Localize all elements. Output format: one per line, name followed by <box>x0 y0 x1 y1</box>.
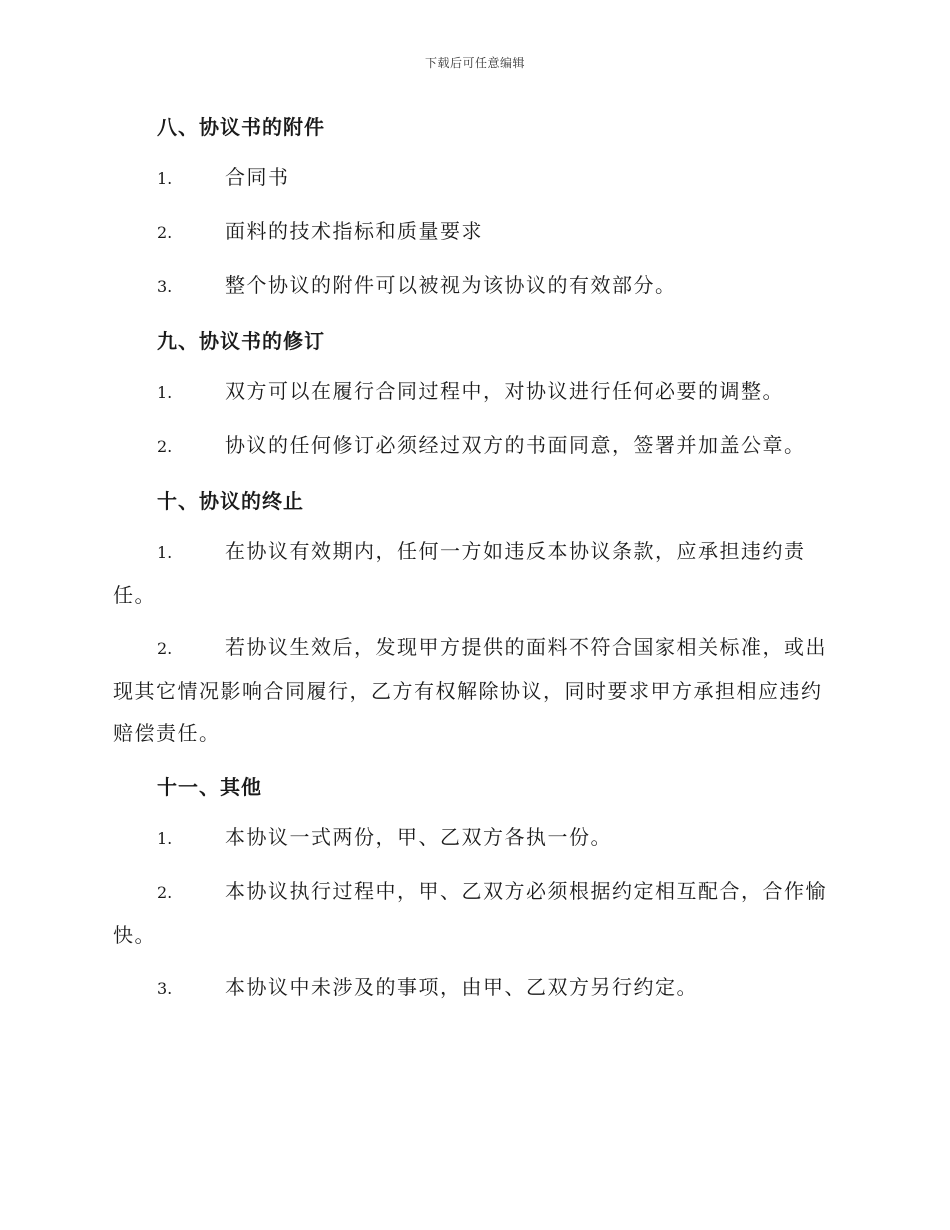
document-body <box>113 104 835 1020</box>
item-text: 面料的技术指标和质量要求 <box>225 219 483 243</box>
item-text: 本协议一式两份，甲、乙双方各执一份。 <box>225 825 612 849</box>
item-number: 2. <box>157 639 173 658</box>
list-item <box>113 626 835 754</box>
list-item <box>113 966 835 1010</box>
item-number: 1. <box>157 169 173 188</box>
item-number: 3. <box>157 979 173 998</box>
section-title-revision: 九、协议书的修订 <box>157 329 325 353</box>
item-number: 2. <box>157 223 173 242</box>
item-text: 协议的任何修订必须经过双方的书面同意，签署并加盖公章。 <box>225 433 806 457</box>
item-text: 合同书 <box>225 165 290 189</box>
item-number: 1. <box>157 829 173 848</box>
list-item <box>113 424 835 468</box>
item-text: 本协议执行过程中，甲、乙双方必须根据约定相互配合，合作愉快。 <box>113 879 827 947</box>
item-text: 双方可以在履行合同过程中，对协议进行任何必要的调整。 <box>225 379 784 403</box>
item-number: 2. <box>157 437 173 456</box>
item-text: 整个协议的附件可以被视为该协议的有效部分。 <box>225 273 677 297</box>
list-item <box>113 870 835 956</box>
section-title-termination: 十、协议的终止 <box>157 489 304 513</box>
list-item <box>113 530 835 616</box>
section-title-attachments: 八、协议书的附件 <box>157 115 325 139</box>
item-number: 3. <box>157 277 173 296</box>
header-note: 下载后可任意编辑 <box>424 56 525 70</box>
list-item <box>113 264 835 308</box>
list-item <box>113 370 835 414</box>
item-number: 1. <box>157 543 173 562</box>
section-title-other: 十一、其他 <box>157 775 262 799</box>
item-number: 1. <box>157 383 173 402</box>
list-item <box>113 816 835 860</box>
item-number: 2. <box>157 883 173 902</box>
item-text: 若协议生效后，发现甲方提供的面料不符合国家相关标准，或出现其它情况影响合同履行，乙方有权解除协议，同时要求甲方承担相应违约赔偿责任。 <box>113 635 827 745</box>
list-item <box>113 156 835 200</box>
item-text: 在协议有效期内，任何一方如违反本协议条款，应承担违约责任。 <box>113 539 806 607</box>
list-item <box>113 210 835 254</box>
item-text: 本协议中未涉及的事项，由甲、乙双方另行约定。 <box>225 975 698 999</box>
